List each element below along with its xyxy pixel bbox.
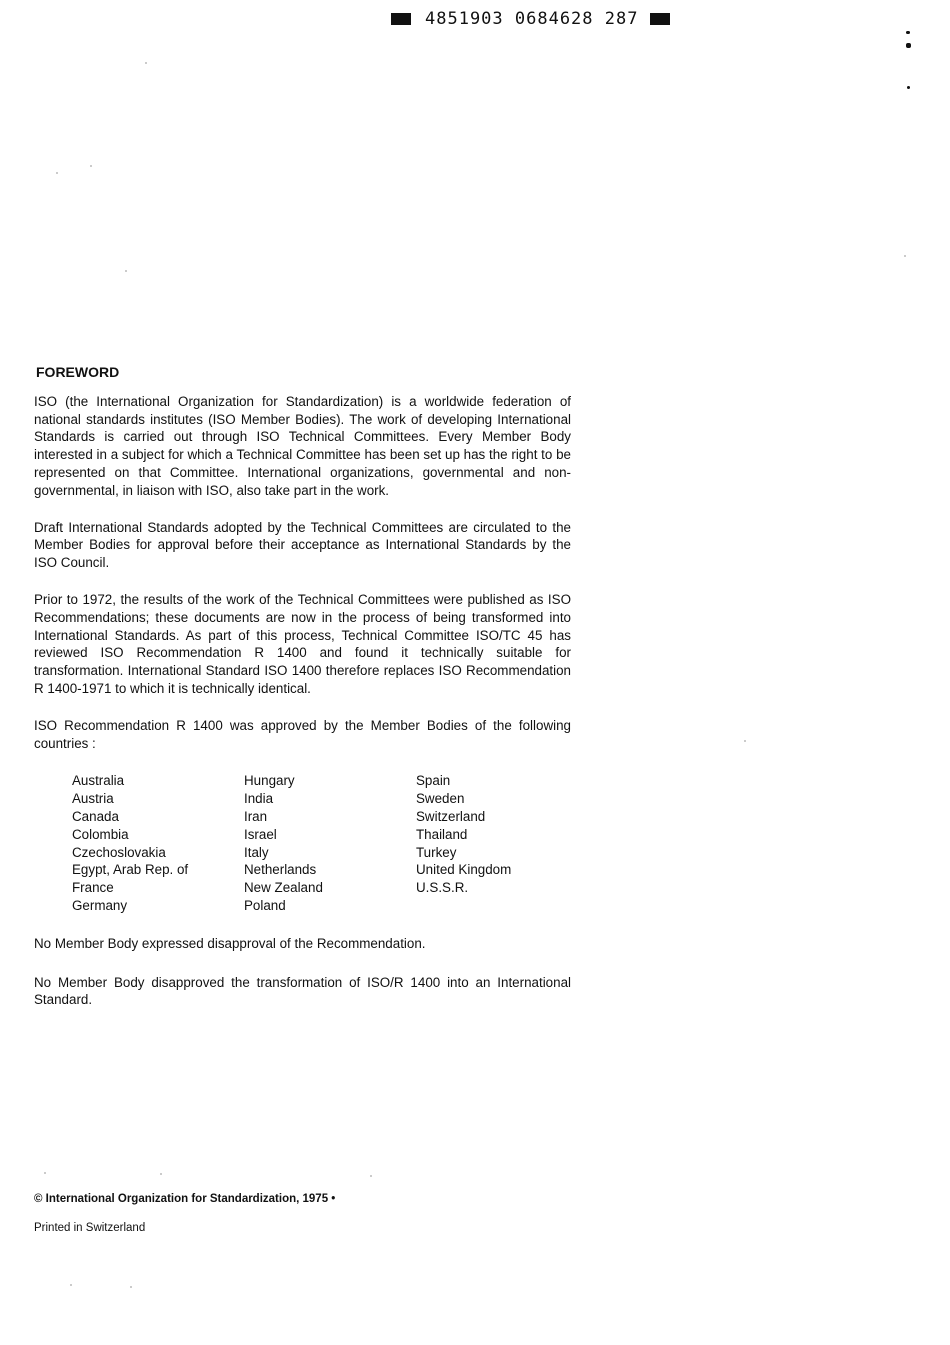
country-item: Germany xyxy=(72,897,128,913)
country-column-1 xyxy=(72,772,244,914)
foreword-heading: FOREWORD xyxy=(36,364,120,380)
country-item: Canada xyxy=(72,808,119,824)
barcode-block-left xyxy=(391,13,411,25)
barcode-block-right xyxy=(650,13,670,25)
approval-intro: ISO Recommendation R 1400 was approved by the Member Bodies of the following countries : xyxy=(34,717,571,751)
scan-speck xyxy=(125,270,127,272)
foreword-paragraph: Draft International Standards adopted by the Technical Committees are circulated to the Member Bodies for approval before their acceptance as International Standards by the ISO Council. xyxy=(34,519,571,571)
country-item: Sweden xyxy=(416,791,465,807)
scan-speck xyxy=(90,165,92,167)
country-column-3 xyxy=(416,772,566,914)
scan-speck xyxy=(130,1286,132,1288)
scan-mark xyxy=(906,43,911,48)
country-item: Turkey xyxy=(416,844,457,860)
country-item: Switzerland xyxy=(416,808,486,824)
transformation-note: No Member Body disapproved the transformation of ISO/R 1400 into an International Standard. xyxy=(34,974,571,1008)
disapproval-note: No Member Body expressed disapproval of the Recommendation. xyxy=(34,935,426,951)
copyright-notice: © International Organization for Standardization, 1975 • xyxy=(34,1193,336,1205)
country-item: Egypt, Arab Rep. of xyxy=(72,862,189,878)
document-code xyxy=(391,9,670,29)
country-item: United Kingdom xyxy=(416,862,512,878)
country-item: Czechoslovakia xyxy=(72,844,166,860)
country-item: Australia xyxy=(72,773,125,789)
foreword-paragraph: ISO (the International Organization for Standardization) is a worldwide federation of national standards institutes (ISO Member Bodies). The work of developing International Standards is carried out through ISO Technical Committees. Every Member Body interested in a subject for which a Technical Committee has been set up has the right to be represented on that Committee. International organizations, governmental and non-governmental, in liaison with ISO, also take part in the work. xyxy=(34,393,571,498)
foreword-section xyxy=(34,364,571,1028)
scan-speck xyxy=(44,1172,46,1174)
country-item: U.S.S.R. xyxy=(416,880,469,896)
country-list xyxy=(72,772,571,914)
foreword-paragraph: Prior to 1972, the results of the work of the Technical Committees were published as ISO Recommendations; these documents are now in the process of being transformed into International Standards. As part of this process, Technical Committee ISO/TC 45 has reviewed ISO Recommendation R 1400 and found it technically suitable for transformation. International Standard ISO 1400 therefore replaces ISO Recommendation R 1400-1971 to which it is technically identical. xyxy=(34,591,571,696)
country-item: Netherlands xyxy=(244,862,317,878)
country-item: New Zealand xyxy=(244,880,323,896)
country-item: Poland xyxy=(244,897,286,913)
country-item: Austria xyxy=(72,791,114,807)
country-column-2 xyxy=(244,772,416,914)
country-item: Israel xyxy=(244,826,277,842)
scan-speck xyxy=(744,740,746,742)
country-item: India xyxy=(244,791,274,807)
scan-speck xyxy=(70,1284,72,1286)
country-item: Thailand xyxy=(416,826,468,842)
country-item: Iran xyxy=(244,808,268,824)
scan-mark xyxy=(906,31,910,34)
country-item: Spain xyxy=(416,773,451,789)
printed-location: Printed in Switzerland xyxy=(34,1222,146,1234)
scan-speck xyxy=(56,172,58,174)
scan-speck xyxy=(904,255,906,257)
scan-mark xyxy=(907,86,910,89)
scan-speck xyxy=(145,62,147,64)
scan-speck xyxy=(370,1175,372,1177)
country-item: Hungary xyxy=(244,773,295,789)
document-code-text: 4851903 0684628 287 xyxy=(425,9,639,29)
country-item: France xyxy=(72,880,114,896)
country-item: Italy xyxy=(244,844,269,860)
scan-speck xyxy=(160,1173,162,1175)
country-item: Colombia xyxy=(72,826,129,842)
